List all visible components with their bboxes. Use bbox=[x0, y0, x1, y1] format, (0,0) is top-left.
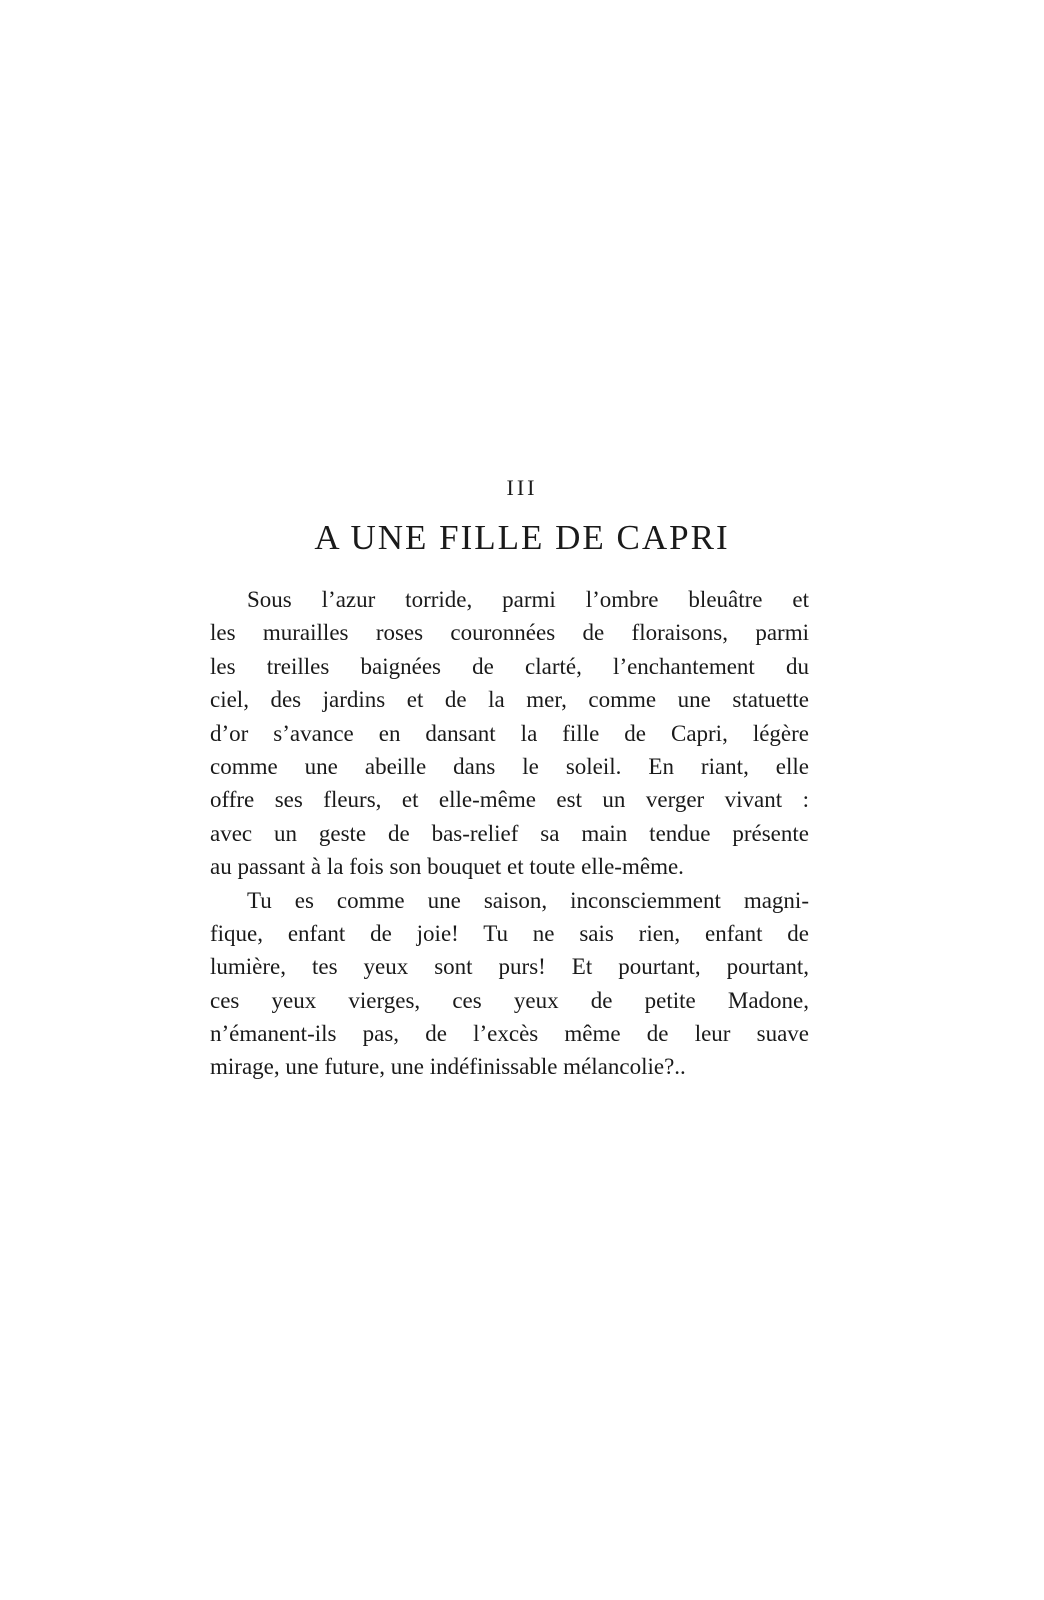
text-line: offre ses fleurs, et elle-même est un verger vivant : bbox=[210, 787, 809, 813]
text-line: avec un geste de bas-relief sa main tendue présente bbox=[210, 820, 809, 846]
text-line: au passant à la fois son bouquet et toute elle-même. bbox=[210, 854, 684, 880]
chapter-title: A UNE FILLE DE CAPRI bbox=[314, 518, 730, 557]
text-line: ciel, des jardins et de la mer, comme une statuette bbox=[210, 687, 809, 713]
text-line: Sous l’azur torride, parmi l’ombre bleuâtre et bbox=[247, 587, 809, 612]
text-line: les treilles baignées de clarté, l’enchantement du bbox=[210, 653, 809, 679]
text-line: Tu es comme une saison, inconsciemment magni- bbox=[247, 887, 809, 913]
text-line: fique, enfant de joie! Tu ne sais rien, enfant de bbox=[210, 920, 809, 946]
text-line: n’émanent-ils pas, de l’excès même de leur suave bbox=[210, 1021, 809, 1047]
chapter-body bbox=[210, 583, 809, 1084]
text-line: ces yeux vierges, ces yeux de petite Madone, bbox=[210, 987, 809, 1013]
paragraph-2 bbox=[210, 884, 809, 1084]
text-line: lumière, tes yeux sont purs! Et pourtant, pourtant, bbox=[210, 954, 809, 980]
text-line: comme une abeille dans le soleil. En riant, elle bbox=[210, 753, 809, 779]
chapter-number: III bbox=[506, 475, 538, 500]
text-line: mirage, une future, une indéfinissable mélancolie?.. bbox=[210, 1054, 686, 1080]
text-line: d’or s’avance en dansant la fille de Capri, légère bbox=[210, 720, 809, 746]
text-line: les murailles roses couronnées de floraisons, parmi bbox=[210, 620, 809, 646]
paragraph-1 bbox=[210, 583, 809, 884]
